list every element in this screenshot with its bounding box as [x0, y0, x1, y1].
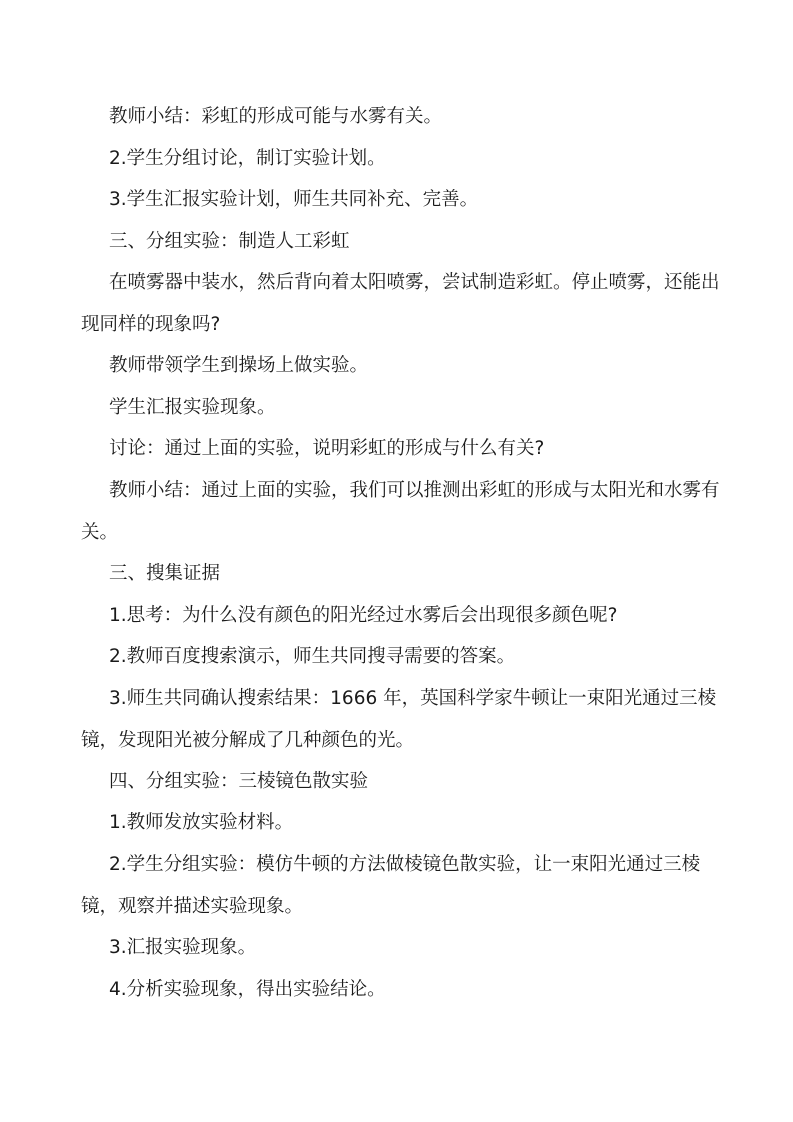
heading-section-artificial-rainbow: 三、分组实验：制造人工彩虹	[109, 231, 350, 252]
paragraph-distribute-materials: 1.教师发放实验材料。	[109, 812, 294, 833]
heading-section-collect-evidence: 三、搜集证据	[109, 563, 221, 584]
paragraph-analyze-conclusion: 4.分析实验现象，得出实验结论。	[109, 979, 386, 1000]
paragraph-step-3-report-plan: 3.学生汇报实验计划，师生共同补充、完善。	[109, 189, 479, 210]
paragraph-teacher-summary-1: 教师小结：彩虹的形成可能与水雾有关。	[109, 106, 443, 127]
paragraph-playground-experiment: 教师带领学生到操场上做实验。	[109, 355, 369, 376]
heading-section-prism-experiment: 四、分组实验：三棱镜色散实验	[109, 771, 369, 792]
paragraph-report-results: 3.汇报实验现象。	[109, 937, 257, 958]
paragraph-step-2-discussion: 2.学生分组讨论，制订实验计划。	[109, 148, 386, 169]
paragraph-think-question: 1.思考：为什么没有颜色的阳光经过水雾后会出现很多颜色呢?	[109, 605, 618, 626]
paragraph-group-prism-experiment: 2.学生分组实验：模仿牛顿的方法做棱镜色散实验，让一束阳光通过三棱镜，观察并描述实验现象。	[81, 854, 701, 917]
paragraph-newton-result: 3.师生共同确认搜索结果：1666 年，英国科学家牛顿让一束阳光通过三棱镜，发现阳光被分解成了几种颜色的光。	[81, 688, 717, 751]
paragraph-report-phenomenon: 学生汇报实验现象。	[109, 397, 276, 418]
paragraph-discussion: 讨论：通过上面的实验，说明彩虹的形成与什么有关?	[109, 438, 545, 459]
paragraph-search-demo: 2.教师百度搜索演示，师生共同搜寻需要的答案。	[109, 646, 516, 667]
paragraph-teacher-summary-2: 教师小结：通过上面的实验，我们可以推测出彩虹的形成与太阳光和水雾有关。	[81, 480, 720, 543]
paragraph-sprayer-experiment: 在喷雾器中装水，然后背向着太阳喷雾，尝试制造彩虹。停止喷雾，还能出现同样的现象吗?	[81, 272, 720, 335]
